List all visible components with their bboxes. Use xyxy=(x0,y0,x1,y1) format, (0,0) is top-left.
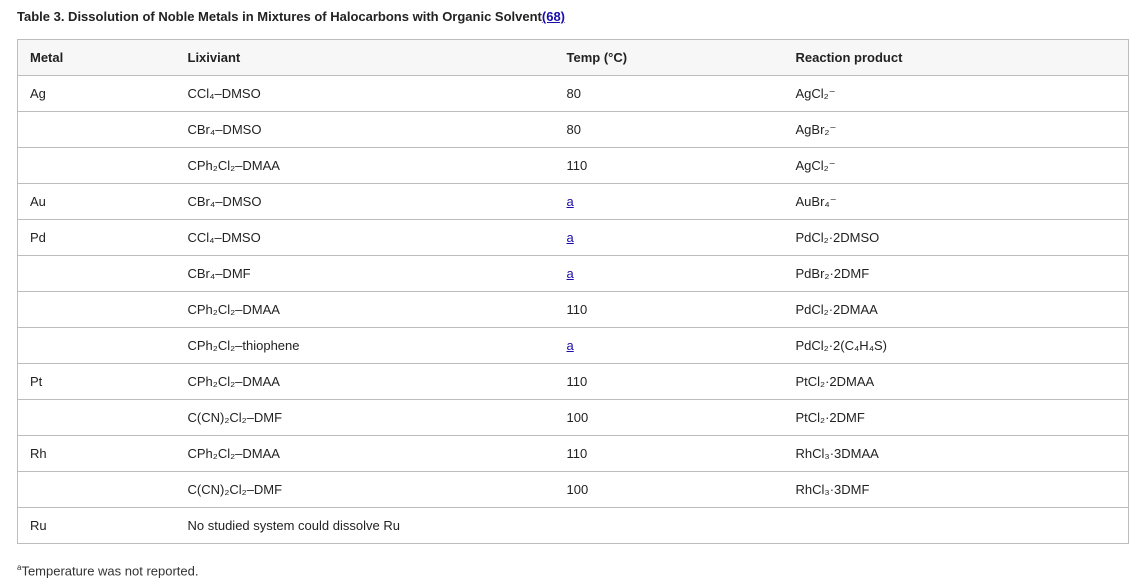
cell-temp xyxy=(555,256,784,292)
cell-temp: 110 xyxy=(555,292,784,328)
header-row xyxy=(18,40,1129,76)
cell-metal: Ru xyxy=(30,518,47,533)
cell-temp xyxy=(555,220,784,256)
cell-metal: Au xyxy=(18,184,176,220)
cell-temp: 110 xyxy=(555,436,784,472)
table-row xyxy=(18,400,1129,436)
table-row xyxy=(18,76,1129,112)
caption-reference-link[interactable]: (68) xyxy=(541,9,566,24)
cell-temp: 100 xyxy=(555,400,784,436)
cell-reaction-product: AuBr₄⁻ xyxy=(784,184,1129,220)
table-row xyxy=(18,436,1129,472)
cell-temp xyxy=(555,508,784,544)
cell-metal xyxy=(18,292,176,328)
header-reaction-product: Reaction product xyxy=(784,40,1129,76)
table-footnote xyxy=(17,563,199,578)
cell-lixiviant: CBr₄–DMF xyxy=(176,256,555,292)
header-lixiviant: Lixiviant xyxy=(176,40,555,76)
cell-reaction-product: PdBr₂·2DMF xyxy=(784,256,1129,292)
cell-metal: Ag xyxy=(18,76,176,112)
cell-lixiviant: C(CN)₂Cl₂–DMF xyxy=(176,472,555,508)
table-row xyxy=(18,472,1129,508)
cell-reaction-product: PtCl₂·2DMAA xyxy=(784,364,1129,400)
cell-metal xyxy=(18,400,176,436)
cell-metal xyxy=(18,112,176,148)
cell-metal xyxy=(18,256,176,292)
cell-temp: 110 xyxy=(555,364,784,400)
table-row xyxy=(18,184,1129,220)
header-temp: Temp (°C) xyxy=(555,40,784,76)
table-row xyxy=(18,148,1129,184)
cell-reaction-product: PdCl₂·2DMSO xyxy=(784,220,1129,256)
cell-temp: 80 xyxy=(555,112,784,148)
cell-lixiviant: CPh₂Cl₂–thiophene xyxy=(176,328,555,364)
table-row xyxy=(18,508,1129,544)
table-row xyxy=(18,220,1129,256)
footnote-ref-link[interactable]: a xyxy=(566,230,574,245)
cell-lixiviant: CPh₂Cl₂–DMAA xyxy=(176,364,555,400)
cell-metal xyxy=(18,328,176,364)
footnote-text: Temperature was not reported. xyxy=(21,563,199,579)
cell-lixiviant: CPh₂Cl₂–DMAA xyxy=(176,436,555,472)
cell-temp: 110 xyxy=(555,148,784,184)
cell-lixiviant: C(CN)₂Cl₂–DMF xyxy=(176,400,555,436)
table-row xyxy=(18,364,1129,400)
cell-reaction-product: PtCl₂·2DMF xyxy=(784,400,1129,436)
cell-metal: Pd xyxy=(18,220,176,256)
cell-metal xyxy=(18,472,176,508)
footnote-marker: a xyxy=(17,563,22,572)
cell-reaction-product xyxy=(784,508,1129,544)
cell-metal: Pt xyxy=(18,364,176,400)
cell-temp xyxy=(555,328,784,364)
table-caption xyxy=(17,9,565,24)
cell-temp: 80 xyxy=(555,76,784,112)
cell-lixiviant: CPh₂Cl₂–DMAA xyxy=(176,292,555,328)
caption-text: Table 3. Dissolution of Noble Metals in Mixtures of Halocarbons with Organic Solvent xyxy=(17,9,542,24)
footnote-ref-link[interactable]: a xyxy=(566,194,574,209)
table-row xyxy=(18,328,1129,364)
cell-temp: 100 xyxy=(555,472,784,508)
cell-metal xyxy=(18,148,176,184)
cell-reaction-product: AgCl₂⁻ xyxy=(784,148,1129,184)
table-row xyxy=(18,112,1129,148)
cell-reaction-product: RhCl₃·3DMF xyxy=(784,472,1129,508)
cell-lixiviant: CCl₄–DMSO xyxy=(176,220,555,256)
footnote-ref-link[interactable]: a xyxy=(566,266,574,281)
cell-lixiviant: CPh₂Cl₂–DMAA xyxy=(176,148,555,184)
table-row xyxy=(18,256,1129,292)
table-row xyxy=(18,292,1129,328)
cell-reaction-product: AgCl₂⁻ xyxy=(784,76,1129,112)
cell-lixiviant: CBr₄–DMSO xyxy=(176,112,555,148)
cell-reaction-product: AgBr₂⁻ xyxy=(784,112,1129,148)
cell-metal: Rh xyxy=(18,436,176,472)
cell-temp xyxy=(555,184,784,220)
cell-lixiviant: No studied system could dissolve Ru xyxy=(187,518,400,533)
cell-lixiviant: CCl₄–DMSO xyxy=(176,76,555,112)
header-metal: Metal xyxy=(18,40,176,76)
cell-lixiviant: CBr₄–DMSO xyxy=(176,184,555,220)
cell-reaction-product: PdCl₂·2DMAA xyxy=(784,292,1129,328)
cell-reaction-product: PdCl₂·2(C₄H₄S) xyxy=(784,328,1129,364)
dissolution-table xyxy=(17,39,1129,544)
cell-reaction-product: RhCl₃·3DMAA xyxy=(784,436,1129,472)
footnote-ref-link[interactable]: a xyxy=(566,338,574,353)
